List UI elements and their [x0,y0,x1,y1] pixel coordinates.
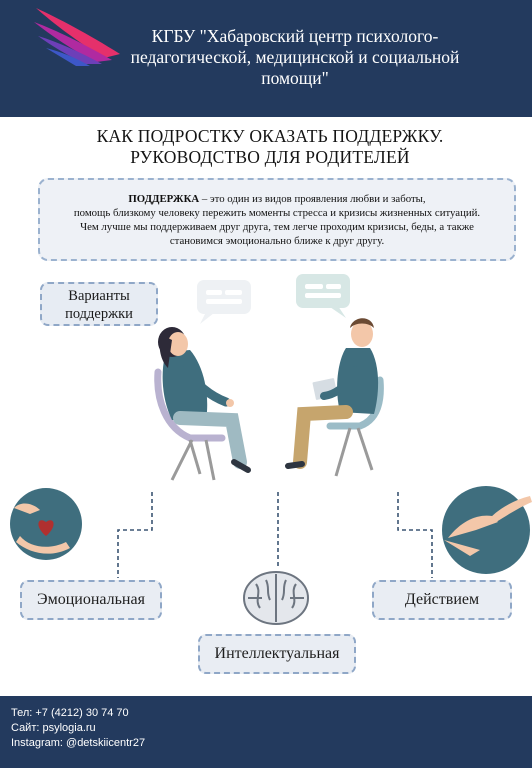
brain-icon [244,572,308,624]
variants-line-2: поддержки [65,306,133,322]
footer-instagram: Instagram: @detskiicentr27 [11,737,146,749]
speech-bubble-right-icon [296,274,350,318]
title-line-2: РУКОВОДСТВО ДЛЯ РОДИТЕЛЕЙ [130,147,410,167]
definition-line-2: помощь близкому человеку пережить моменты стресса и кризисы жизненных ситуаций. [73,207,481,219]
man-figure-icon [288,318,380,476]
woman-figure-icon [158,327,248,480]
support-variants-label [40,282,158,326]
definition-line-4: становимся эмоционально ближе к друг другу. [169,235,385,247]
variants-line-1: Варианты [68,288,130,304]
speech-bubble-left-icon [197,280,251,324]
title-line-1: КАК ПОДРОСТКУ ОКАЗАТЬ ПОДДЕРЖКУ. [96,126,444,146]
support-type-action: Действием [372,580,512,620]
helping-hands-icon [442,486,532,574]
definition-line-3: Чем лучше мы поддерживаем друг друга, тем легче проходим кризисы, беды, а также [80,221,474,233]
support-type-emotional: Эмоциональная [20,580,162,620]
definition-line-1-rest: – это один из видов проявления любви и заботы, [199,193,426,205]
definition-term: ПОДДЕРЖКА [128,193,200,205]
connector-lines [118,492,432,578]
heart-in-hands-icon [10,488,82,560]
support-type-intellectual: Интеллектуальная [198,634,356,674]
footer-contacts [0,696,532,768]
footer-phone: Тел: +7 (4212) 30 74 70 [11,707,129,719]
footer-site: Сайт: psylogia.ru [11,722,96,734]
organization-name: КГБУ "Хабаровский центр психолого-педагогической, медицинской и социальной помощи" [130,26,460,88]
